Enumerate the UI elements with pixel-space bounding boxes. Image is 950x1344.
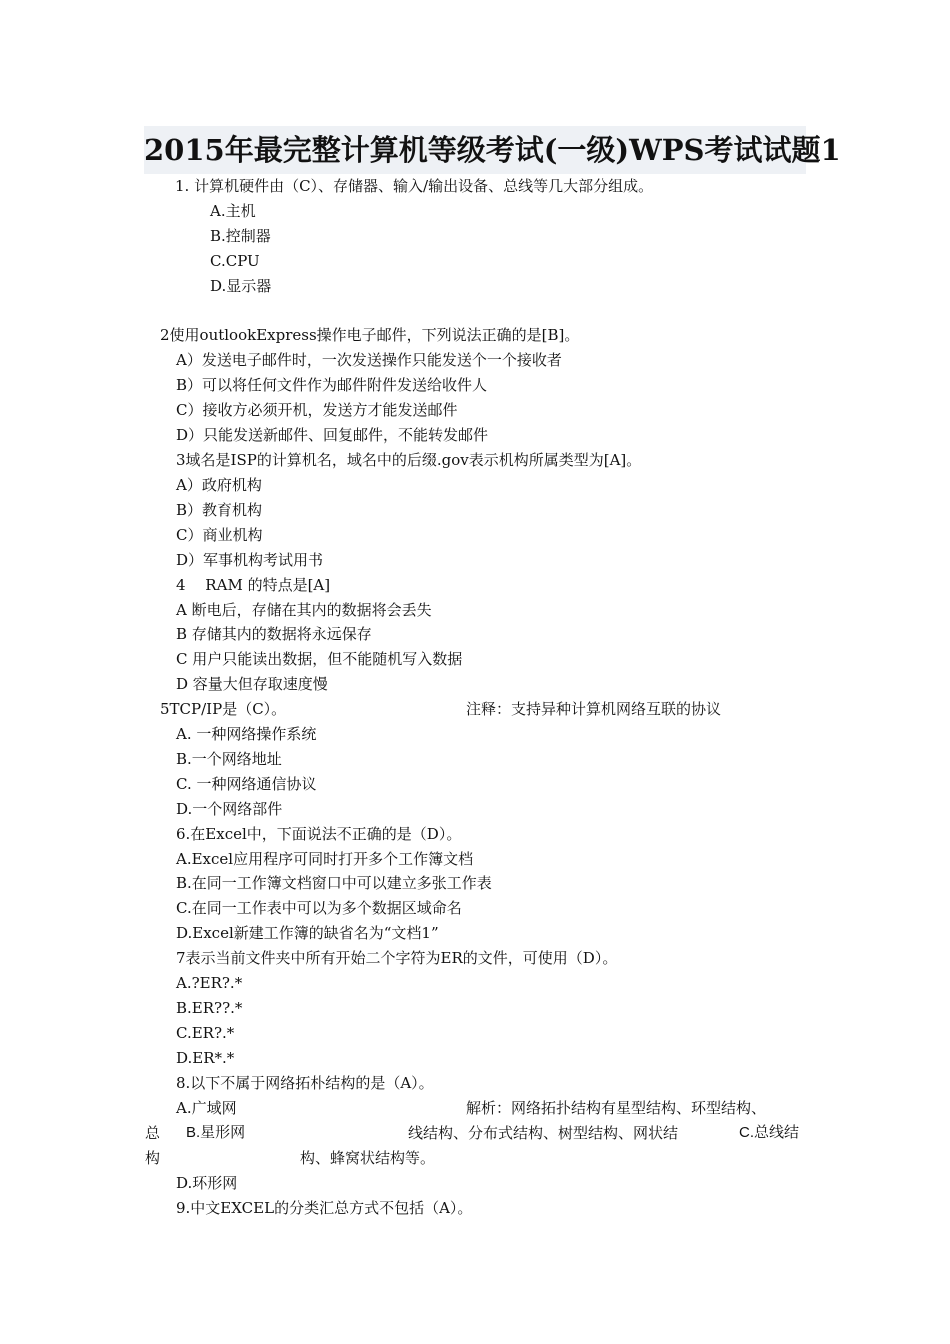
- question-2-option-a: A）发送电子邮件时，一次发送操作只能发送个一个接收者: [176, 351, 562, 369]
- question-1-option-d: D.显示器: [210, 277, 272, 295]
- question-8-option-a: A.广域网: [176, 1099, 237, 1117]
- question-3-option-c: C）商业机构: [176, 526, 263, 544]
- question-2-option-c: C）接收方必须开机，发送方才能发送邮件: [176, 401, 458, 419]
- question-3-option-b: B）教育机构: [176, 501, 263, 519]
- question-5-option-d: D.一个网络部件: [176, 800, 283, 818]
- question-8-analysis-line-2: 线结构、分布式结构、树型结构、网状结: [408, 1124, 679, 1142]
- question-1-option-c: C.CPU: [210, 252, 260, 270]
- question-6-stem: 6.在Excel中，下面说法不正确的是（D）。: [176, 825, 462, 843]
- question-4-option-a: A 断电后，存储在其内的数据将会丢失: [176, 601, 432, 619]
- question-5-option-a: A. 一种网络操作系统: [176, 725, 317, 743]
- question-5-option-c: C. 一种网络通信协议: [176, 775, 317, 793]
- question-4-option-b: B 存储其内的数据将永远保存: [176, 625, 372, 643]
- question-6-option-b: B.在同一工作簿文档窗口中可以建立多张工作表: [176, 874, 492, 892]
- question-8-analysis-line-3: 构、蜂窝状结构等。: [300, 1149, 436, 1167]
- question-4-option-d: D 容量大但存取速度慢: [176, 675, 328, 693]
- question-9-stem: 9.中文EXCEL的分类汇总方式不包括（A）。: [176, 1199, 473, 1217]
- question-2-option-b: B）可以将任何文件作为邮件附件发送给收件人: [176, 376, 488, 394]
- question-6-option-a: A.Excel应用程序可同时打开多个工作簿文档: [176, 850, 474, 868]
- question-7-option-b: B.ER??.*: [176, 999, 243, 1017]
- question-4-option-c: C 用户只能读出数据，但不能随机写入数据: [176, 650, 463, 668]
- question-8-analysis-line-1: 解析：网络拓扑结构有星型结构、环型结构、: [466, 1099, 767, 1117]
- question-5-stem: 5TCP/IP是（C）。: [160, 700, 287, 718]
- question-5-note: 注释：支持异种计算机网络互联的协议: [466, 700, 722, 718]
- question-8-side-char-2: 构: [145, 1149, 161, 1167]
- question-7-option-c: C.ER?.*: [176, 1024, 235, 1042]
- page-title: 2015年最完整计算机等级考试(一级)WPS考试试题1: [144, 133, 841, 167]
- question-1-stem: 1. 计算机硬件由（C）、存储器、输入/输出设备、总线等几大部分组成。: [175, 177, 654, 195]
- question-5-option-b: B.一个网络地址: [176, 750, 282, 768]
- question-4-stem: 4 RAM 的特点是[A]: [176, 576, 331, 594]
- question-6-option-d: D.Excel新建工作簿的缺省名为“文档1”: [176, 924, 439, 942]
- question-3-option-d: D）军事机构考试用书: [176, 551, 324, 569]
- question-3-stem: 3域名是ISP的计算机名，域名中的后缀.gov表示机构所属类型为[A]。: [176, 451, 642, 469]
- question-8-option-d: D.环形网: [176, 1174, 238, 1192]
- question-8-option-b: B.星形网: [186, 1124, 246, 1141]
- question-2-stem: 2使用outlookExpress操作电子邮件，下列说法正确的是[B]。: [160, 326, 580, 344]
- question-8-stem: 8.以下不属于网络拓朴结构的是（A）。: [176, 1074, 434, 1092]
- question-1-option-a: A.主机: [210, 202, 256, 220]
- question-8-option-c: C.总线结: [739, 1124, 800, 1141]
- question-7-option-a: A.?ER?.*: [176, 974, 243, 992]
- question-1-option-b: B.控制器: [210, 227, 271, 245]
- question-8-side-char-1: 总: [145, 1124, 161, 1142]
- question-2-option-d: D）只能发送新邮件、回复邮件，不能转发邮件: [176, 426, 489, 444]
- question-7-stem: 7表示当前文件夹中所有开始二个字符为ER的文件，可使用（D）。: [176, 949, 618, 967]
- question-7-option-d: D.ER*.*: [176, 1049, 235, 1067]
- question-6-option-c: C.在同一工作表中可以为多个数据区域命名: [176, 899, 462, 917]
- question-3-option-a: A）政府机构: [176, 476, 262, 494]
